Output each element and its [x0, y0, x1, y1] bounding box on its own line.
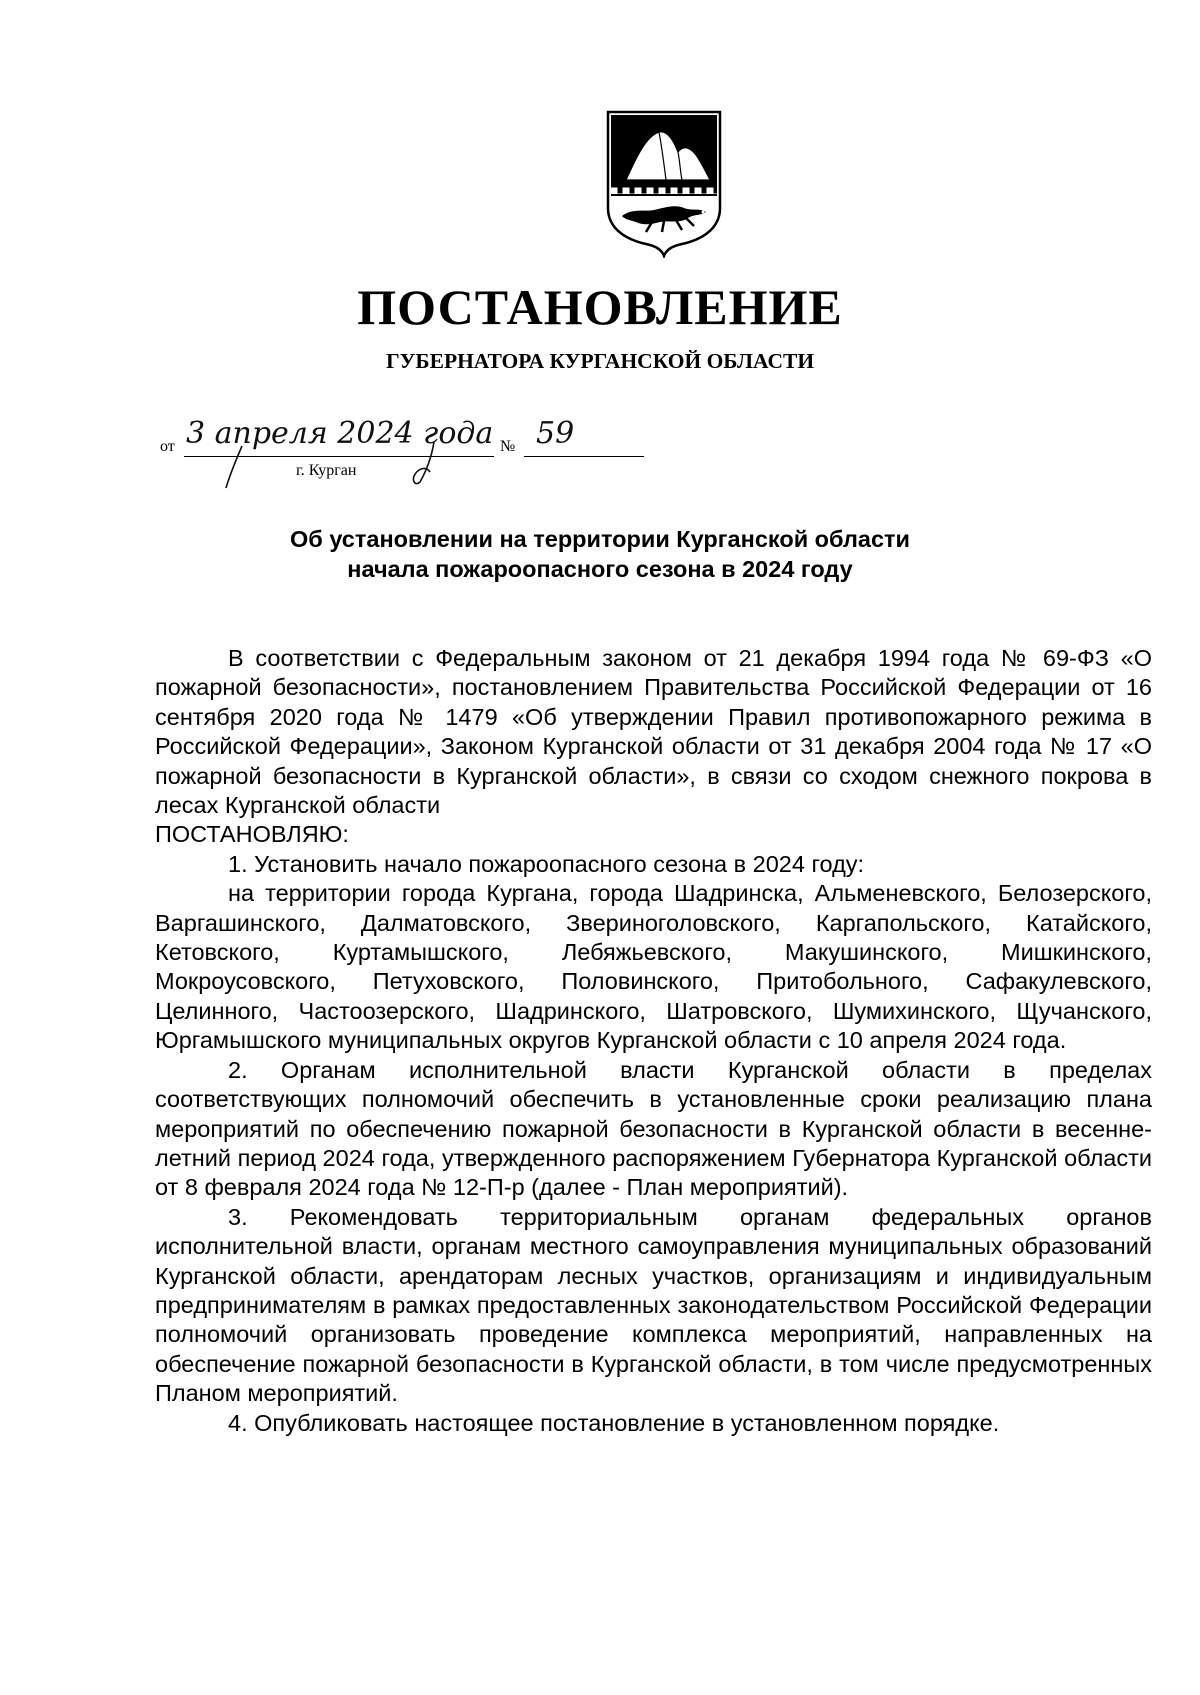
kurgan-oblast-coat-of-arms-icon — [604, 108, 724, 258]
date-from-label: от — [160, 438, 175, 455]
city-label: г. Курган — [296, 462, 357, 479]
handwritten-number: 59 — [536, 416, 575, 451]
decree-word: ПОСТАНОВЛЯЮ: — [155, 821, 349, 848]
document-subtitle: ГУБЕРНАТОРА КУРГАНСКОЙ ОБЛАСТИ — [385, 349, 815, 373]
item-1-detail: на территории города Кургана, города Шадринска, Альменевского, Белозерского, Варгашинского, Далматовского, Звериноголовского, Каргапольского, Катайского, Кетовского, Куртамышского, Лебяжьевского, Макушинского, Мишкинского, Мокроусовского, Петуховского, Половинского, Притобольного, Сафакулевского, Целинного, Частоозерского, Шадринского, Шатровского, Шумихинского, Щучанского, Юргамышского муниципальных округов Курганской области с 10 апреля 2024 года. — [155, 880, 1152, 1054]
number-label: № — [500, 438, 516, 455]
signature-stroke-right — [404, 438, 444, 488]
item-2: 2. Органам исполнительной власти Курганской области в пределах соответствующих полномочий обеспечить в установленные сроки реализацию плана мероприятий по обеспечению пожарной безопасности в Курганской области в весенне-летний период 2024 года, утвержденного распоряжением Губернатора Курганской области от 8 февраля 2024 года № 12-П-р (далее - План мероприятий). — [155, 1056, 1152, 1201]
preamble-paragraph: В соответствии с Федеральным законом от 21 декабря 1994 года № 69-ФЗ «О пожарной безопасности», постановлением Правительства Российской Федерации от 16 сентября 2020 года № 1479 «Об утверждении Правил противопожарного режима в Российской Федерации», Законом Курганской области от 31 декабря 2004 года № 17 «О пожарной безопасности в Курганской области», в связи со сходом снежного покрова в лесах Курганской области — [155, 645, 1152, 819]
item-3: 3. Рекомендовать территориальным органам федеральных органов исполнительной власти, органам местного самоуправления муниципальных образований Курганской области, арендаторам лесных участков, организациям и индивидуальным предпринимателям в рамках предоставленных законодательством Российской Федерации полномочий организовать проведение комплекса мероприятий, направленных на обеспечение пожарной безопасности в Курганской области, в том числе предусмотренных Планом мероприятий. — [155, 1203, 1152, 1407]
document-title: ПОСТАНОВЛЕНИЕ — [357, 279, 843, 335]
decree-body — [155, 644, 1152, 1438]
registration-line — [160, 416, 680, 484]
item-1: 1. Установить начало пожароопасного сезона в 2024 году: — [228, 850, 865, 877]
decree-heading-line1: Об установлении на территории Курганской области — [290, 526, 910, 552]
signature-stroke-left — [220, 442, 250, 492]
decree-heading — [0, 524, 1200, 584]
item-4: 4. Опубликовать настоящее постановление в установленном порядке. — [228, 1409, 1000, 1436]
handwritten-date: 3 апреля 2024 года — [186, 416, 494, 451]
number-underline — [524, 456, 644, 457]
decree-heading-line2: начала пожароопасного сезона в 2024 году — [347, 556, 853, 582]
